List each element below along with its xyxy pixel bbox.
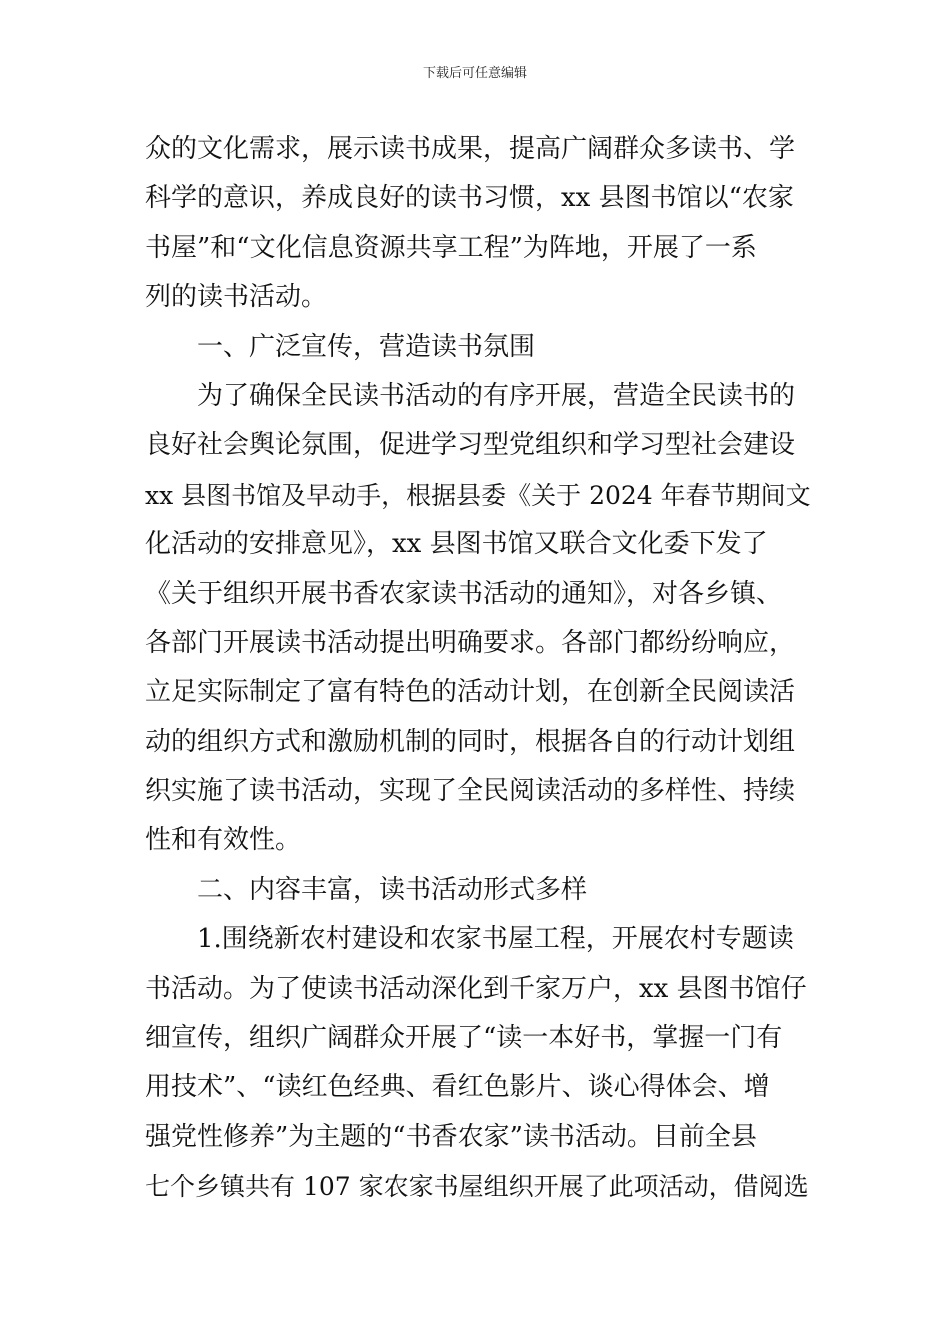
page-header: 下载后可任意编辑 — [422, 66, 527, 81]
text-line: 列的读书活动。 — [145, 282, 328, 313]
text-line: 立足实际制定了富有特色的活动计划，在创新全民阅读活 — [145, 677, 796, 708]
text-line: 性和有效性。 — [145, 825, 302, 856]
text-line: 动的组织方式和激励机制的同时，根据各自的行动计划组 — [145, 726, 796, 757]
text-line: 《关于组织开展书香农家读书活动的通知》，对各乡镇、 — [145, 578, 783, 609]
text-line: 良好社会舆论氛围，促进学习型党组织和学习型社会建设 — [145, 430, 796, 461]
text-line: 细宣传，组织广阔群众开展了“读一本好书，掌握一门有 — [145, 1023, 783, 1054]
text-line: 科学的意识，养成良好的读书习惯，xx 县图书馆以“农家 — [145, 183, 794, 214]
text-line: 为了确保全民读书活动的有序开展，营造全民读书的 — [197, 380, 796, 411]
text-line: 书屋”和“文化信息资源共享工程”为阵地，开展了一系 — [145, 232, 757, 263]
text-line: 织实施了读书活动，实现了全民阅读活动的多样性、持续 — [145, 776, 796, 807]
text-line: 七个乡镇共有 107 家农家书屋组织开展了此项活动，借阅选 — [145, 1172, 809, 1202]
text-line: 强党性修养”为主题的“书香农家”读书活动。目前全县 — [145, 1121, 757, 1152]
text-line: 书活动。为了使读书活动深化到千家万户，xx 县图书馆仔 — [145, 973, 807, 1004]
text-line: 一、广泛宣传，营造读书氛围 — [197, 331, 536, 362]
text-line: 用技术”、“读红色经典、看红色影片、谈心得体会、增 — [145, 1072, 770, 1103]
text-line: 1.围绕新农村建设和农家书屋工程，开展农村专题读 — [197, 924, 794, 955]
text-line: xx 县图书馆及早动手，根据县委《关于 2024 年春节期间文 — [145, 480, 811, 510]
text-line: 二、内容丰富，读书活动形式多样 — [197, 874, 588, 905]
text-line: 各部门开展读书活动提出明确要求。各部门都纷纷响应， — [145, 627, 796, 658]
document-body — [145, 125, 815, 1212]
text-line: 化活动的安排意见》，xx 县图书馆又联合文化委下发了 — [145, 529, 768, 560]
text-line: 众的文化需求，展示读书成果，提高广阔群众多读书、学 — [145, 134, 796, 164]
